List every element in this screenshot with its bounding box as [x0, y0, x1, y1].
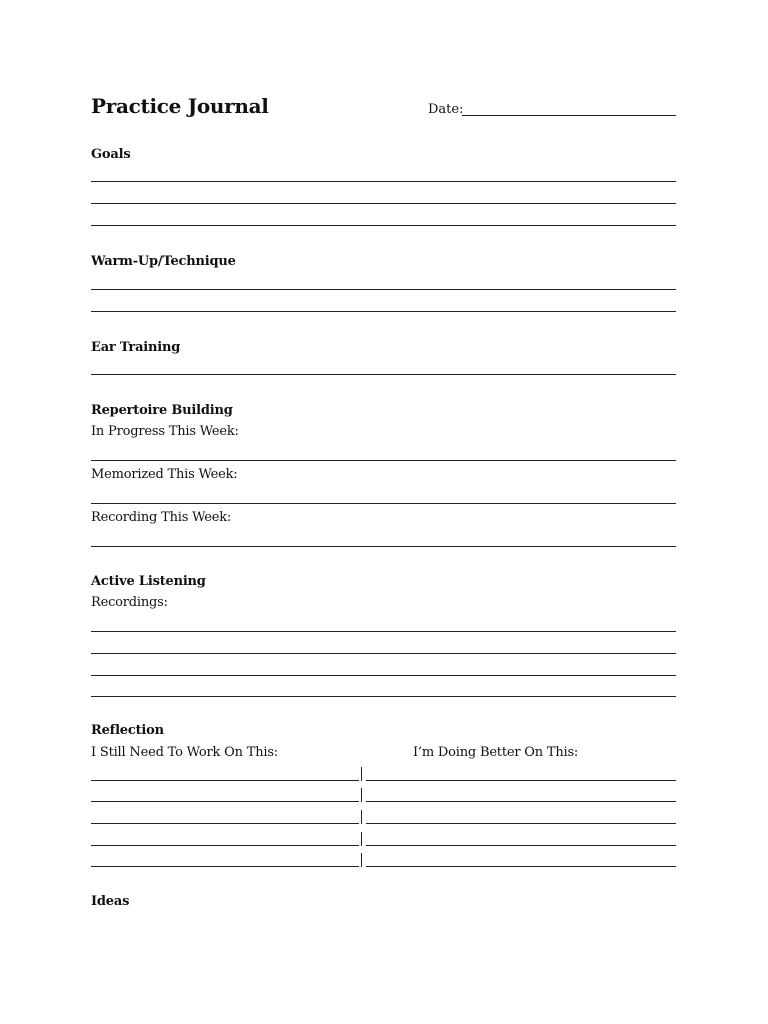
- work-on-line-4[interactable]: [91, 845, 359, 846]
- recording-line[interactable]: [91, 546, 676, 547]
- page-title: Practice Journal: [91, 94, 269, 118]
- date-field[interactable]: [428, 100, 676, 120]
- work-on-line-5[interactable]: [91, 866, 359, 867]
- reflection-heading: Reflection: [91, 723, 164, 738]
- date-label: Date:: [428, 102, 464, 117]
- work-on-line-2[interactable]: [91, 801, 359, 802]
- recordings-line-1[interactable]: [91, 631, 676, 632]
- column-divider: [361, 853, 362, 867]
- warmup-line-2[interactable]: [91, 311, 676, 312]
- column-divider: [361, 810, 362, 824]
- doing-better-line-2[interactable]: [366, 801, 676, 802]
- column-divider: [361, 767, 362, 781]
- goals-line-2[interactable]: [91, 203, 676, 204]
- in-progress-line[interactable]: [91, 460, 676, 461]
- recording-label: Recording This Week:: [91, 510, 232, 525]
- recordings-line-2[interactable]: [91, 653, 676, 654]
- doing-better-line-3[interactable]: [366, 823, 676, 824]
- active-listening-heading: Active Listening: [91, 574, 206, 589]
- column-divider: [361, 788, 362, 802]
- work-on-line-3[interactable]: [91, 823, 359, 824]
- goals-line-1[interactable]: [91, 181, 676, 182]
- work-on-label: I Still Need To Work On This:: [91, 745, 278, 760]
- doing-better-line-1[interactable]: [366, 780, 676, 781]
- recordings-line-3[interactable]: [91, 675, 676, 676]
- goals-line-3[interactable]: [91, 225, 676, 226]
- ear-training-line-1[interactable]: [91, 374, 676, 375]
- goals-heading: Goals: [91, 147, 131, 162]
- doing-better-line-5[interactable]: [366, 866, 676, 867]
- recordings-line-4[interactable]: [91, 696, 676, 697]
- warmup-heading: Warm-Up/Technique: [91, 254, 236, 269]
- ideas-heading: Ideas: [91, 894, 130, 909]
- doing-better-line-4[interactable]: [366, 845, 676, 846]
- memorized-line[interactable]: [91, 503, 676, 504]
- work-on-line-1[interactable]: [91, 780, 359, 781]
- memorized-label: Memorized This Week:: [91, 467, 238, 482]
- column-divider: [361, 832, 362, 846]
- date-blank-line[interactable]: [462, 115, 676, 116]
- doing-better-label: I’m Doing Better On This:: [413, 745, 579, 760]
- repertoire-heading: Repertoire Building: [91, 403, 233, 418]
- recordings-label: Recordings:: [91, 595, 168, 610]
- warmup-line-1[interactable]: [91, 289, 676, 290]
- ear-training-heading: Ear Training: [91, 340, 181, 355]
- in-progress-label: In Progress This Week:: [91, 424, 239, 439]
